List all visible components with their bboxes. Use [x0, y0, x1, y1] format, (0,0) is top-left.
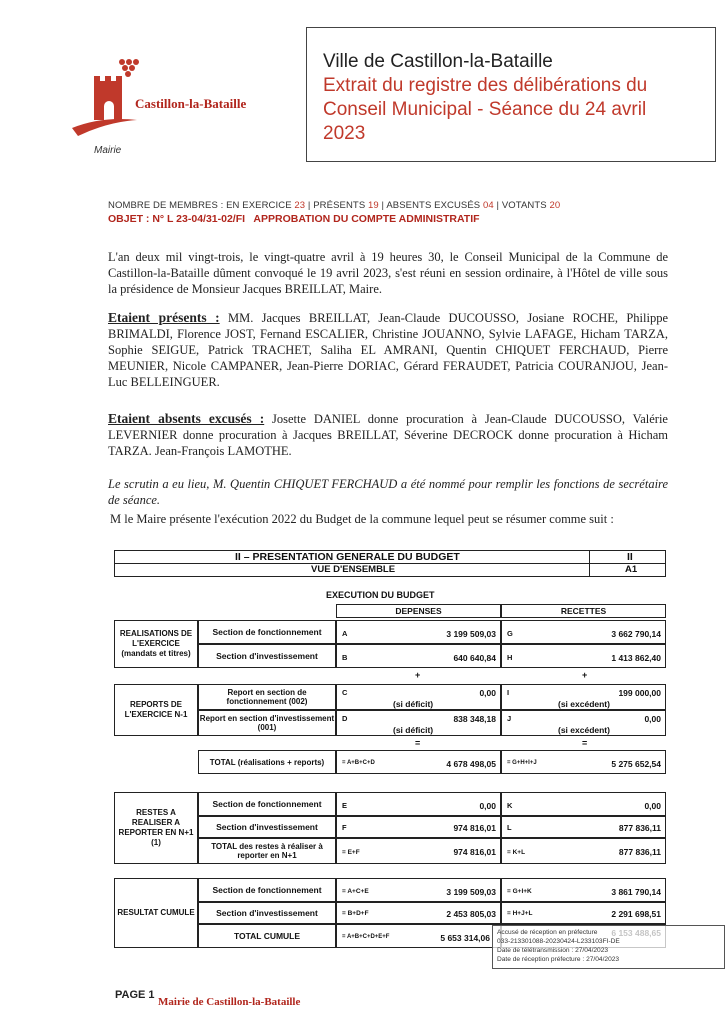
cell-L: [501, 816, 666, 838]
cell-total-depenses: [336, 750, 501, 774]
members-count-line: [108, 200, 560, 211]
logo-subtitle: Mairie: [94, 145, 122, 156]
stamp-line: Date de télétransmission : 27/04/2023: [497, 947, 609, 954]
formula: = A+B+C+D+E+F: [342, 934, 390, 940]
exercice-label: NOMBRE DE MEMBRES : EN EXERCICE: [108, 200, 292, 211]
note-J: (si excédent): [558, 725, 610, 735]
absents-list: Josette DANIEL donne procuration à Jean-Claude DUCOUSSO, Valérie LEVERNIER donne procuration à Jacques BREILLAT, Séverine DECROCK donne procuration à Hicham TARZA. Jean-François LAMOTHE.: [108, 412, 668, 458]
footer-town-name: Mairie de Castillon-la-Bataille: [158, 996, 301, 1008]
formula: = K+L: [507, 849, 526, 856]
resultat-inv-label: Section d'investissement: [198, 902, 336, 924]
stamp-line: 033-213301088-20230424-L233103FI-DE: [497, 938, 620, 945]
votants-count: 20: [549, 200, 561, 211]
formula: = G+H+I+J: [507, 760, 537, 766]
value-resultat-fonct-recettes: 3 861 790,14: [611, 887, 661, 897]
value-total-cumule-depenses: 5 653 314,06: [440, 933, 490, 943]
cell-D: [336, 710, 501, 736]
reports-inv-label: Report en section d'investissement (001): [198, 710, 336, 736]
note-C: (si déficit): [393, 699, 434, 709]
formula: = B+D+F: [342, 910, 369, 917]
equals-sign: =: [415, 738, 421, 748]
letter-J: J: [507, 714, 512, 723]
presents-list: MM. Jacques BREILLAT, Jean-Claude DUCOUSSO, Josiane ROCHE, Philippe BRIMALDI, Florence JOST, Fernand ESCALIER, Christine JOUANNO, Sylvie LAFAGE, Hicham TARZA, Sophie SEIGUE, Patrick TRACHET, Saliha EL AMRANI, Quentin CHIQUET FERCHAUD, Pierre MEUNIER, Nicole CAMPANER, Jean-Pierre DORIAC, Gérard FERAUDET, Patricia COURANJOU, Jean-Luc BELLEINGUER.: [108, 311, 668, 389]
budget-header-code: II: [627, 551, 633, 563]
formula: = A+C+E: [342, 888, 369, 895]
divider: [589, 564, 590, 576]
value-resultat-inv-recettes: 2 291 698,51: [611, 909, 661, 919]
letter-A: A: [342, 629, 348, 638]
letter-B: B: [342, 653, 348, 662]
votants-label: VOTANTS: [501, 200, 547, 211]
cell-F: [336, 816, 501, 838]
castle-logo-icon: [72, 56, 142, 146]
cell-C: [336, 684, 501, 710]
stamp-line: Accusé de réception en préfecture: [497, 929, 598, 936]
cell-G: [501, 620, 666, 644]
cell-restes-total-depenses: [336, 838, 501, 864]
letter-H: H: [507, 653, 513, 662]
cell-resultat-inv-recettes: [501, 902, 666, 924]
separator: |: [496, 200, 500, 211]
equals-sign: =: [582, 738, 588, 748]
letter-I: I: [507, 688, 510, 697]
execution-title: EXECUTION DU BUDGET: [326, 590, 435, 600]
presents-heading: Etaient présents :: [108, 310, 220, 325]
scrutin-paragraph: Le scrutin a eu lieu, M. Quentin CHIQUET FERCHAUD a été nommé pour remplir les fonctions de secrétaire de séance.: [108, 477, 668, 507]
letter-K: K: [507, 801, 513, 810]
cell-resultat-inv-depenses: [336, 902, 501, 924]
budget-header-title: II – PRESENTATION GENERALE DU BUDGET: [235, 551, 460, 563]
exercice-count: 23: [294, 200, 306, 211]
separator: |: [307, 200, 311, 211]
value-B: 640 640,84: [453, 653, 496, 663]
maire-paragraph: M le Maire présente l'exécution 2022 du Budget de la commune lequel peut se résumer comme suit :: [110, 512, 614, 526]
letter-L: L: [507, 823, 512, 832]
cell-resultat-fonct-depenses: [336, 878, 501, 902]
value-total-recettes: 5 275 652,54: [611, 759, 661, 769]
value-D: 838 348,18: [453, 714, 496, 724]
cell-H: [501, 644, 666, 668]
value-K: 0,00: [644, 801, 661, 811]
cell-J: [501, 710, 666, 736]
resultat-label: RESULTAT CUMULE: [114, 878, 198, 948]
letter-F: F: [342, 823, 347, 832]
col-depenses: DEPENSES: [336, 604, 501, 618]
absents-count: 04: [482, 200, 494, 211]
register-title-line3: 2023: [323, 123, 366, 144]
budget-subheader: [114, 564, 666, 577]
value-restes-total-depenses: 974 816,01: [453, 847, 496, 857]
realisations-fonct-label: Section de fonctionnement: [198, 620, 336, 644]
note-D: (si déficit): [393, 725, 434, 735]
value-resultat-inv-depenses: 2 453 805,03: [446, 909, 496, 919]
value-I: 199 000,00: [618, 688, 661, 698]
intro-paragraph: L'an deux mil vingt-trois, le vingt-quatre avril à 19 heures 30, le Conseil Municipal de la Commune de Castillon-la-Bataille dûment convoqué le 19 avril 2023, s'est réuni en session ordinaire, à l'Hôtel de ville sous la présidence de Monsieur Jacques BREILLAT, Maire.: [108, 250, 668, 296]
presents-paragraph: [108, 310, 668, 390]
value-F: 974 816,01: [453, 823, 496, 833]
cell-resultat-fonct-recettes: [501, 878, 666, 902]
value-restes-total-recettes: 877 836,11: [618, 847, 661, 857]
letter-G: G: [507, 629, 513, 638]
absents-heading: Etaient absents excusés :: [108, 411, 265, 426]
value-L: 877 836,11: [618, 823, 661, 833]
cell-E: [336, 792, 501, 816]
budget-subheader-title: VUE D'ENSEMBLE: [311, 564, 396, 575]
plus-sign: +: [582, 670, 588, 680]
letter-C: C: [342, 688, 348, 697]
town-title: Ville de Castillon-la-Bataille: [323, 51, 553, 72]
presents-label: PRÉSENTS: [313, 200, 366, 211]
value-J: 0,00: [644, 714, 661, 724]
letter-D: D: [342, 714, 348, 723]
realisations-inv-label: Section d'investissement: [198, 644, 336, 668]
cell-A: [336, 620, 501, 644]
budget-header: [114, 550, 666, 564]
divider: [589, 551, 590, 563]
resultat-fonct-label: Section de fonctionnement: [198, 878, 336, 902]
cell-restes-total-recettes: [501, 838, 666, 864]
restes-label: RESTES A REALISER A REPORTER EN N+1 (1): [114, 792, 198, 864]
register-title-line1: Extrait du registre des délibérations du: [323, 75, 648, 96]
deliberation-object: OBJET : N° L 23-04/31-02/FI APPROBATION DU COMPTE ADMINISTRATIF: [108, 213, 480, 225]
formula: = G+I+K: [507, 888, 532, 895]
value-total-depenses: 4 678 498,05: [446, 759, 496, 769]
formula: = H+J+L: [507, 910, 533, 917]
cell-I: [501, 684, 666, 710]
absents-paragraph: [108, 411, 668, 459]
restes-total-label: TOTAL des restes à réaliser à reporter en N+1: [198, 838, 336, 864]
absents-label: ABSENTS EXCUSÉS: [386, 200, 481, 211]
restes-fonct-label: Section de fonctionnement: [198, 792, 336, 816]
stamp-line: Date de réception préfecture : 27/04/2023: [497, 956, 620, 963]
letter-E: E: [342, 801, 348, 810]
presents-count: 19: [368, 200, 379, 211]
register-title-line2: Conseil Municipal - Séance du 24 avril: [323, 99, 647, 120]
value-C: 0,00: [479, 688, 496, 698]
cell-total-recettes: [501, 750, 666, 774]
restes-inv-label: Section d'investissement: [198, 816, 336, 838]
realisations-label: REALISATIONS DE L'EXERCICE (mandats et titres): [114, 620, 198, 668]
formula: = E+F: [342, 849, 360, 856]
value-resultat-fonct-depenses: 3 199 509,03: [446, 887, 496, 897]
cell-B: [336, 644, 501, 668]
reports-fonct-label: Report en section de fonctionnement (002): [198, 684, 336, 710]
cell-K: [501, 792, 666, 816]
value-G: 3 662 790,14: [611, 629, 661, 639]
separator: |: [381, 200, 385, 211]
resultat-total-label: TOTAL CUMULE: [198, 924, 336, 948]
note-I: (si excédent): [558, 699, 610, 709]
reports-label: REPORTS DE L'EXERCICE N-1: [114, 684, 198, 736]
budget-subheader-code: A1: [625, 564, 638, 575]
value-H: 1 413 862,40: [611, 653, 661, 663]
cell-total-cumule-depenses: [336, 924, 501, 948]
logo-town-name: Castillon-la-Bataille: [135, 96, 247, 111]
plus-sign: +: [415, 670, 421, 680]
formula: = A+B+C+D: [342, 760, 375, 766]
value-A: 3 199 509,03: [446, 629, 496, 639]
page-number: PAGE 1: [115, 989, 155, 1001]
value-E: 0,00: [479, 801, 496, 811]
total-label: TOTAL (réalisations + reports): [198, 750, 336, 774]
prefecture-stamp: [492, 925, 725, 969]
document-title-box: [306, 27, 716, 162]
col-recettes: RECETTES: [501, 604, 666, 618]
